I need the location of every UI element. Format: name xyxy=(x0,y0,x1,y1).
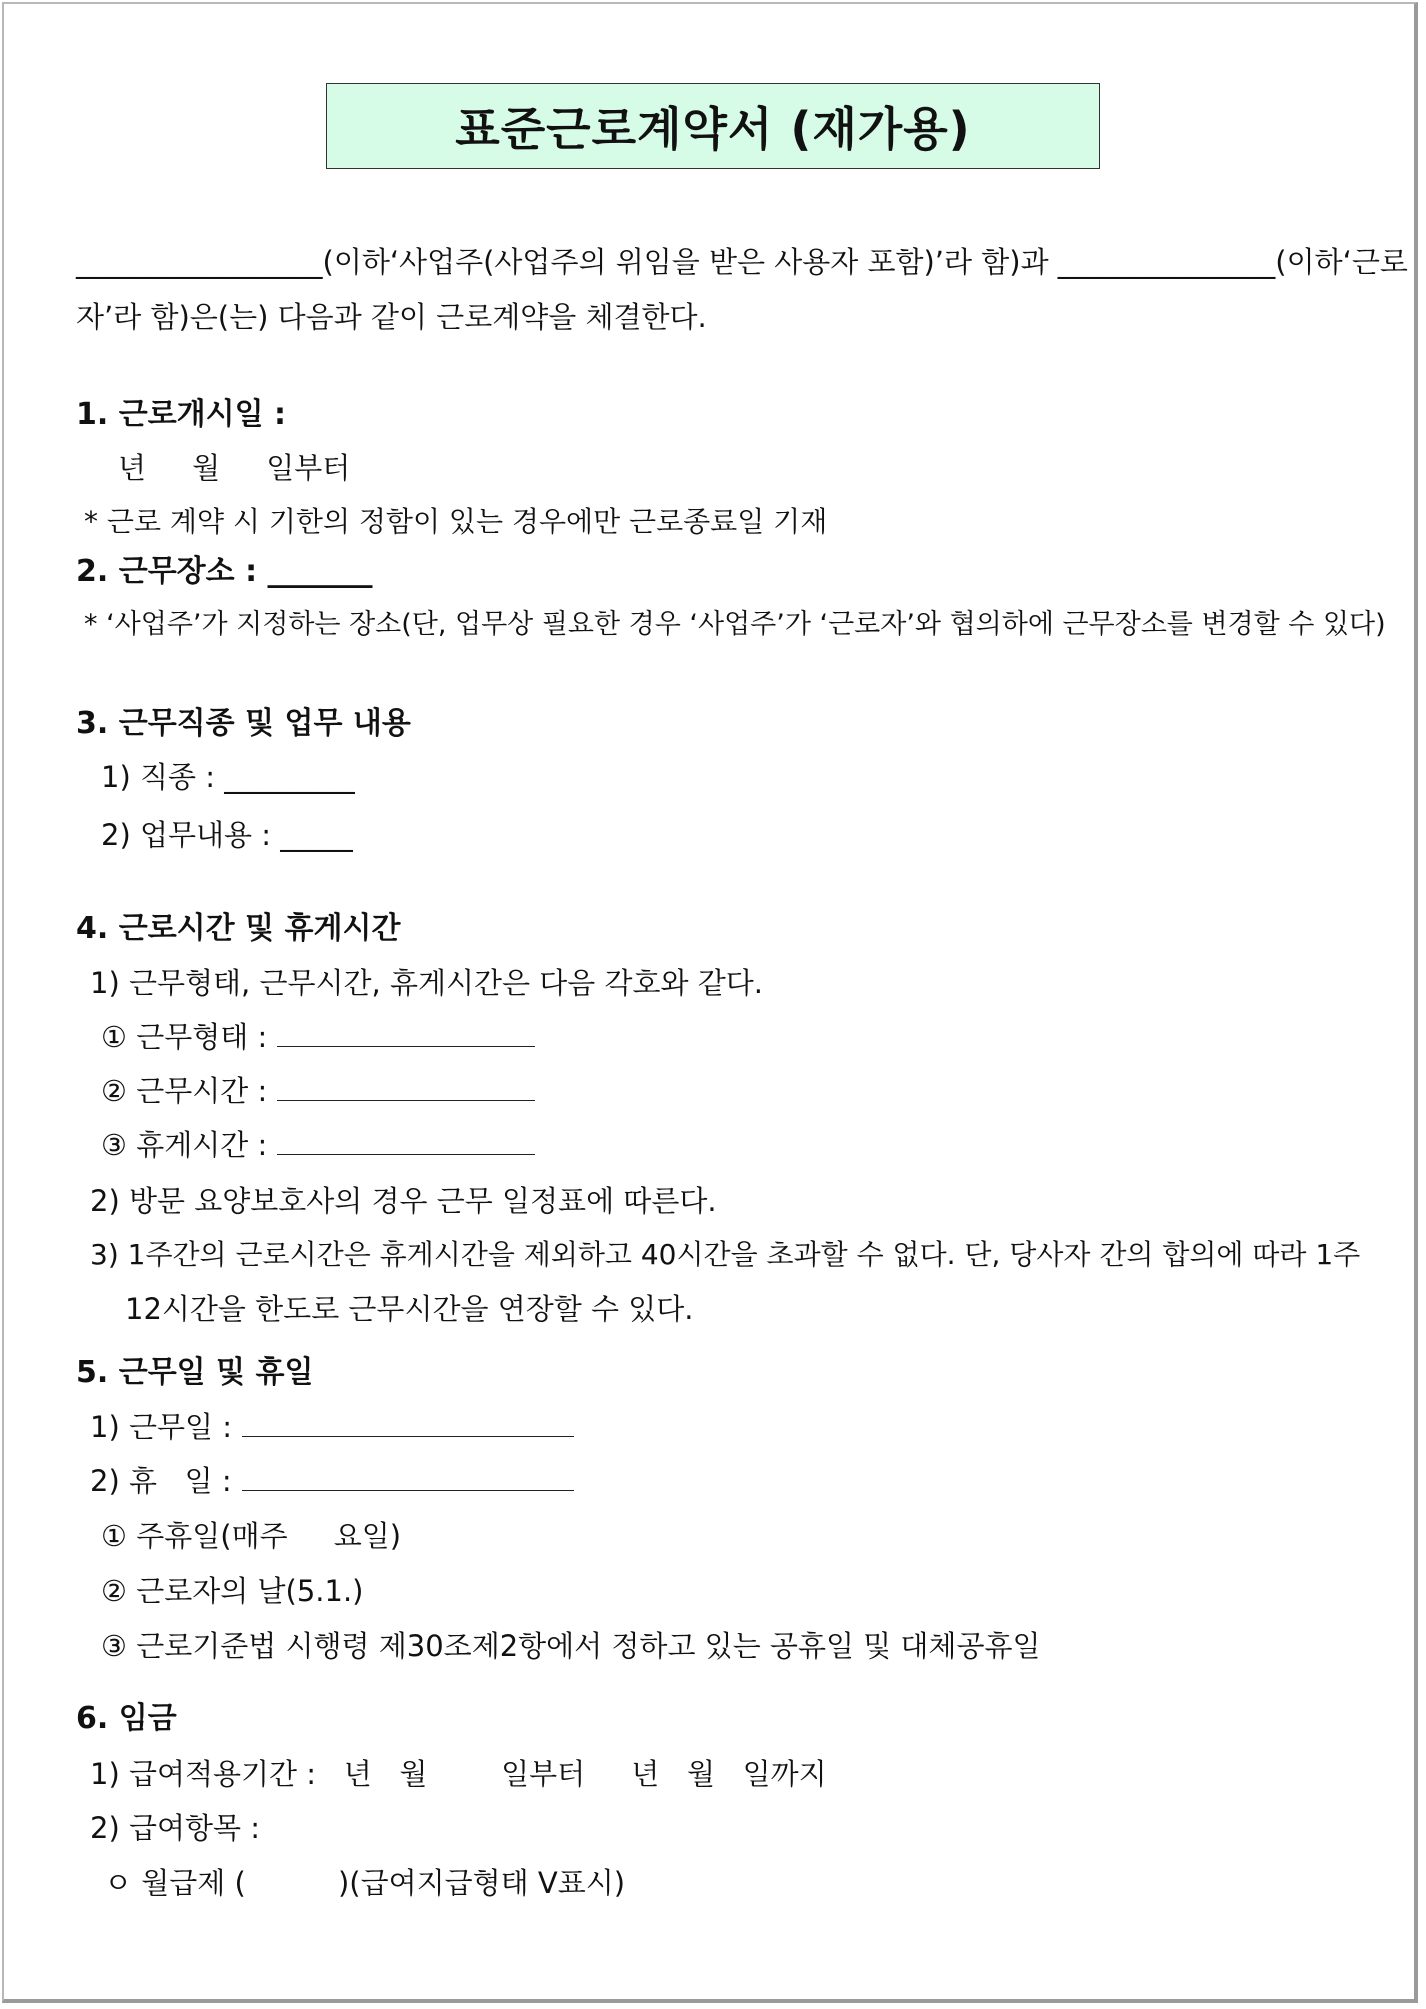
section-2-note: * ‘사업주’가 지정하는 장소(단, 업무상 필요한 경우 ‘사업주’가 ‘근로자’와 협의하에 근무장소를 변경할 수 있다) xyxy=(84,609,1386,640)
work-type-label: ① 근무형태 : xyxy=(101,1020,268,1054)
section-1-note: * 근로 계약 시 기한의 정함이 있는 경우에만 근로종료일 기재 xyxy=(84,505,828,538)
workers-day-line: ② 근로자의 날(5.1.) xyxy=(101,1574,364,1608)
workday-row xyxy=(90,1409,574,1445)
section-4-item-3a: 3) 1주간의 근로시간은 휴게시간을 제외하고 40시간을 초과할 수 없다. 단, 당사자 간의 합의에 따라 1주 xyxy=(90,1238,1361,1271)
work-type-row xyxy=(101,1019,535,1055)
section-3-heading: 3. 근무직종 및 업무 내용 xyxy=(76,706,411,741)
weekly-holiday-line: ① 주휴일(매주 요일) xyxy=(101,1519,402,1553)
intro-line-2: 자’라 함)은(는) 다음과 같이 근로계약을 체결한다. xyxy=(76,300,707,334)
section-2-heading: 2. 근무장소 : _______ xyxy=(76,554,373,589)
job-content-line: 2) 업무내용 : _____ xyxy=(101,818,353,852)
work-hours-label: ② 근무시간 : xyxy=(101,1074,268,1108)
pay-items-line: 2) 급여항목 : xyxy=(90,1811,261,1845)
monthly-pay-line: ㅇ 월급제 ( )(급여지급형태 V표시) xyxy=(104,1866,626,1900)
section-4-item-1: 1) 근무형태, 근무시간, 휴게시간은 다음 각호와 같다. xyxy=(90,966,764,1000)
break-time-blank xyxy=(277,1130,535,1155)
document-title: 표준근로계약서 (재가용) xyxy=(326,83,1100,169)
work-type-blank xyxy=(277,1022,535,1047)
workday-blank xyxy=(242,1412,574,1437)
work-hours-blank xyxy=(277,1076,535,1101)
section-4-item-3b: 12시간을 한도로 근무시간을 연장할 수 있다. xyxy=(125,1292,694,1326)
public-holiday-line: ③ 근로기준법 시행령 제30조제2항에서 정하고 있는 공휴일 및 대체공휴일 xyxy=(101,1629,1041,1663)
section-4-heading: 4. 근로시간 및 휴게시간 xyxy=(76,911,401,946)
section-1-heading: 1. 근로개시일 : xyxy=(76,397,287,432)
break-time-row xyxy=(101,1127,535,1163)
work-hours-row xyxy=(101,1073,535,1109)
holiday-label: 2) 휴 일 : xyxy=(90,1464,232,1498)
holiday-blank xyxy=(242,1466,574,1491)
intro-line-1: _________________(이하‘사업주(사업주의 위임을 받은 사용자 포함)’라 함)과 _______________(이하‘근로 xyxy=(76,245,1408,279)
contract-page xyxy=(2,2,1418,2003)
pay-period-line: 1) 급여적용기간 : 년 월 일부터 년 월 일까지 xyxy=(90,1757,827,1791)
section-5-heading: 5. 근무일 및 휴일 xyxy=(76,1355,314,1390)
section-6-heading: 6. 임금 xyxy=(76,1701,177,1736)
holiday-row xyxy=(90,1463,574,1499)
start-date-line: 년 월 일부터 xyxy=(118,451,351,485)
workday-label: 1) 근무일 : xyxy=(90,1410,233,1444)
section-4-item-2: 2) 방문 요양보호사의 경우 근무 일정표에 따른다. xyxy=(90,1184,717,1218)
job-type-line: 1) 직종 : _________ xyxy=(101,760,355,794)
break-time-label: ③ 휴게시간 : xyxy=(101,1128,268,1162)
